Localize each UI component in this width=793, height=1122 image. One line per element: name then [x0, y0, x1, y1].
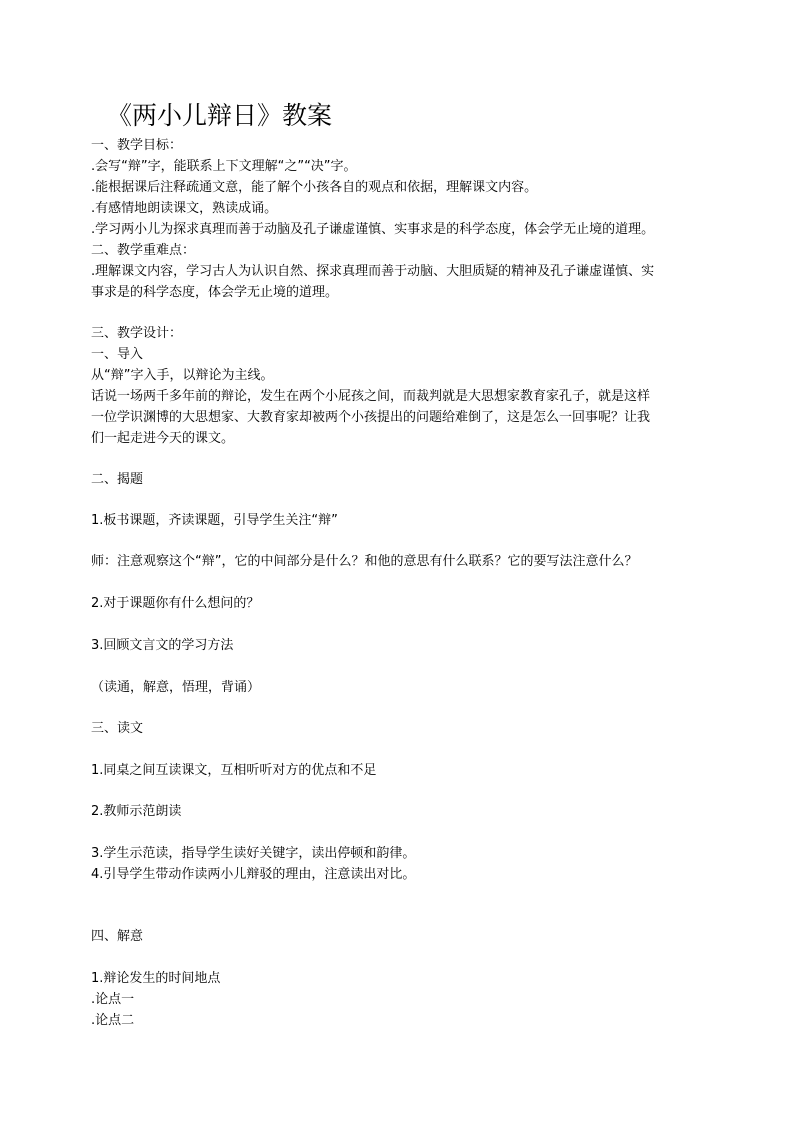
paragraph-line: 3.学生示范读，指导学生读好关键字，读出停顿和韵律。: [91, 846, 416, 861]
section-heading-design: 三、教学设计：: [91, 326, 183, 341]
paragraph-line: 1.同桌之间互读课文，互相听听对方的优点和不足: [91, 763, 377, 778]
paragraph-line: 从“辩”字入手，以辩论为主线。: [91, 368, 274, 383]
subsection-heading-topic: 二、揭题: [91, 472, 144, 487]
paragraph-line: 们一起走进今天的课文。: [91, 431, 235, 446]
objective-item: .学习两小儿为探求真理而善于动脑及孔子谦虚谨慎、实事求是的科学态度，体会学无止境的道理。: [91, 222, 655, 237]
paragraph-line: （读通，解意，悟理，背诵）: [91, 680, 261, 695]
paragraph-line: 一位学识渊博的大思想家、大教育家却被两个小孩提出的问题给难倒了，这是怎么一回事呢？让我: [91, 410, 651, 425]
subsection-heading-meaning: 四、解意: [91, 929, 144, 944]
paragraph-line: 师：注意观察这个“辩”，它的中间部分是什么？和他的意思有什么联系？它的要写法注意什么？: [91, 554, 638, 569]
paragraph-line: 1.辩论发生的时间地点: [91, 971, 221, 986]
paragraph-line: 1.板书课题，齐读课题，引导学生关注“辩”: [91, 513, 338, 528]
key-point-item-continued: 事求是的科学态度，体会学无止境的道理。: [91, 285, 339, 300]
objective-item: .有感情地朗读课文，熟读成诵。: [91, 201, 278, 216]
subsection-heading-intro: 一、导入: [91, 347, 144, 362]
document-title: 《两小儿辩日》教案: [107, 101, 333, 130]
section-heading-key-points: 二、教学重难点：: [91, 243, 196, 258]
section-heading-objectives: 一、教学目标：: [91, 138, 183, 153]
paragraph-line: 2.对于课题你有什么想问的？: [91, 596, 260, 611]
key-point-item: .理解课文内容，学习古人为认识自然、探求真理而善于动脑、大胆质疑的精神及孔子谦虚谨慎、实: [91, 264, 655, 279]
objective-item: .能根据课后注释疏通文意，能了解个小孩各自的观点和依据，理解课文内容。: [91, 180, 538, 195]
paragraph-line: 4.引导学生带动作读两小儿辩驳的理由，注意读出对比。: [91, 867, 416, 882]
paragraph-line: 2.教师示范朗读: [91, 804, 182, 819]
paragraph-line: 话说一场两千多年前的辩论，发生在两个小屁孩之间，而裁判就是大思想家教育家孔子，就是这样: [91, 389, 651, 404]
objective-item: .会写“辩”字，能联系上下文理解“之”“决”字。: [91, 159, 357, 174]
paragraph-line: .论点二: [91, 1013, 135, 1028]
subsection-heading-reading: 三、读文: [91, 721, 144, 736]
document-page: [91, 0, 703, 1122]
paragraph-line: .论点一: [91, 992, 135, 1007]
paragraph-line: 3.回顾文言文的学习方法: [91, 638, 234, 653]
